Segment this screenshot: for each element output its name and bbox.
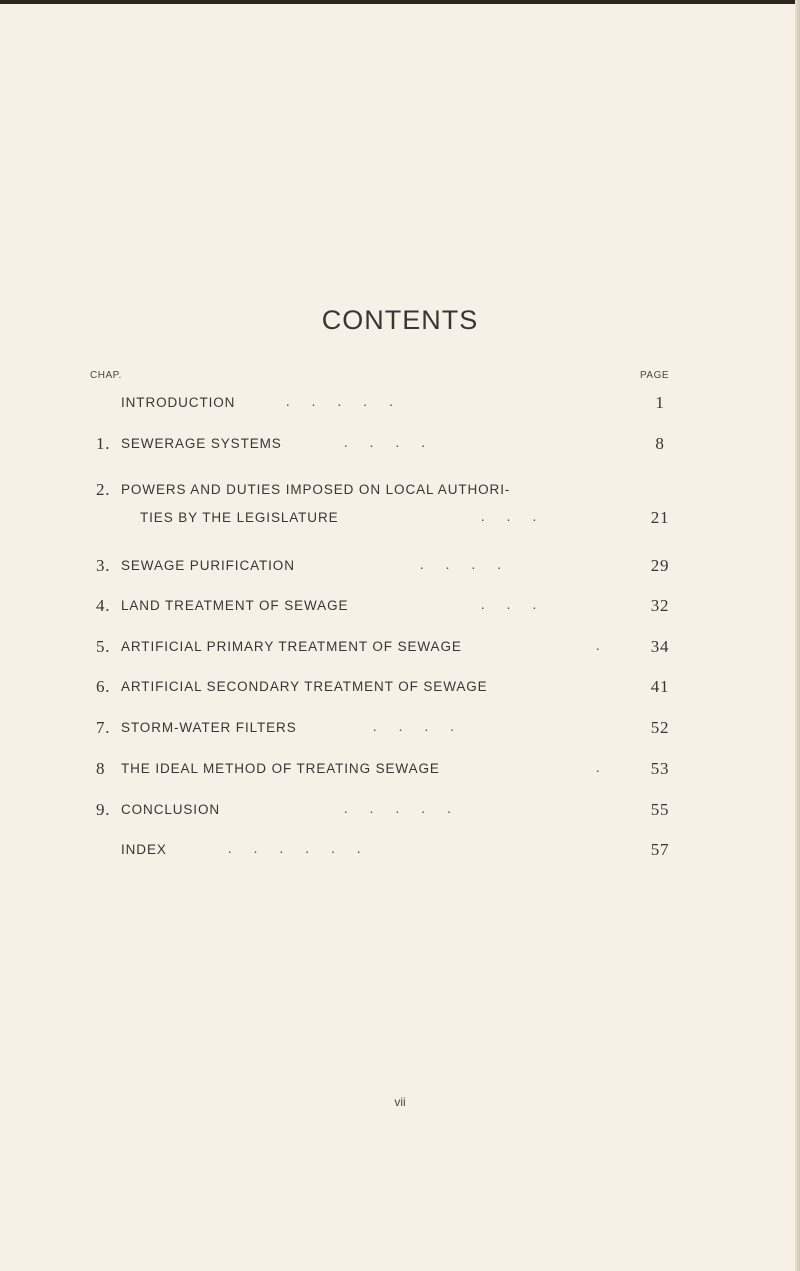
toc-entry-chapter-2 xyxy=(0,478,800,502)
toc-entry-label: SEWERAGE SYSTEMS xyxy=(121,436,282,451)
toc-entry-chapter-6 xyxy=(0,675,800,699)
toc-entry-leader: . . . . . xyxy=(344,802,452,817)
toc-entry-page: 8 xyxy=(655,434,665,453)
toc-entry-label: CONCLUSION xyxy=(121,802,221,817)
toc-entry-chapter-2-continued xyxy=(0,506,800,530)
toc-entry-label: ARTIFICIAL SECONDARY TREATMENT OF SEWAGE xyxy=(121,679,488,694)
toc-entry-page: 53 xyxy=(650,759,670,778)
toc-entry-page: 57 xyxy=(650,840,670,859)
toc-entry-number: 2. xyxy=(96,480,111,499)
toc-entry-label: INTRODUCTION xyxy=(121,395,236,410)
toc-entry-label: SEWAGE PURIFICATION xyxy=(121,558,295,573)
toc-entry-page: 34 xyxy=(650,637,670,656)
toc-entry-chapter-3 xyxy=(0,554,800,578)
toc-entry-chapter-7 xyxy=(0,716,800,740)
toc-entry-page: 21 xyxy=(650,508,670,527)
toc-entry-leader: . . . . xyxy=(420,558,502,573)
toc-entry-number: 5. xyxy=(96,637,111,656)
toc-entry-number: 8 xyxy=(96,759,106,778)
toc-entry-chapter-1 xyxy=(0,432,800,456)
toc-entry-number: 9. xyxy=(96,800,111,819)
toc-entry-page: 55 xyxy=(650,800,670,819)
toc-entry-index xyxy=(0,838,800,862)
toc-entry-leader: . xyxy=(596,639,601,654)
toc-entry-number: 4. xyxy=(96,596,111,615)
chapter-column-header: CHAP. xyxy=(90,370,122,381)
toc-entry-number: 3. xyxy=(96,556,111,575)
toc-entry-leader: . . . . . xyxy=(286,395,394,410)
toc-entry-leader: . . . . xyxy=(344,436,426,451)
toc-entry-label: LAND TREATMENT OF SEWAGE xyxy=(121,598,349,613)
toc-entry-leader: . . . . . . xyxy=(228,842,362,857)
toc-entry-introduction xyxy=(0,391,800,415)
page-edge-top xyxy=(0,0,800,4)
toc-entry-label: THE IDEAL METHOD OF TREATING SEWAGE xyxy=(121,761,440,776)
toc-entry-leader: . xyxy=(596,761,601,776)
toc-entry-page: 52 xyxy=(650,718,670,737)
toc-entry-chapter-8 xyxy=(0,757,800,781)
toc-entry-number: 1. xyxy=(96,434,111,453)
toc-entry-leader: . . . . xyxy=(373,720,455,735)
page-column-header: PAGE xyxy=(640,370,670,381)
page-title: CONTENTS xyxy=(321,305,479,335)
toc-entry-leader: . . . xyxy=(481,510,537,525)
toc-entry-chapter-4 xyxy=(0,594,800,618)
toc-entry-page: 32 xyxy=(650,596,670,615)
toc-entry-label: TIES BY THE LEGISLATURE xyxy=(140,510,339,525)
toc-entry-chapter-5 xyxy=(0,635,800,659)
toc-entry-leader: . . . xyxy=(481,598,537,613)
toc-entry-page: 29 xyxy=(650,556,670,575)
page-folio: vii xyxy=(394,1095,406,1109)
toc-entry-number: 6. xyxy=(96,677,111,696)
toc-entry-number: 7. xyxy=(96,718,111,737)
toc-entry-label: INDEX xyxy=(121,842,167,857)
toc-entry-label: ARTIFICIAL PRIMARY TREATMENT OF SEWAGE xyxy=(121,639,462,654)
toc-entry-page: 1 xyxy=(655,393,665,412)
toc-entry-chapter-9 xyxy=(0,798,800,822)
toc-entry-label: POWERS AND DUTIES IMPOSED ON LOCAL AUTHORI- xyxy=(121,482,511,497)
toc-entry-label: STORM-WATER FILTERS xyxy=(121,720,297,735)
toc-entry-page: 41 xyxy=(650,677,670,696)
